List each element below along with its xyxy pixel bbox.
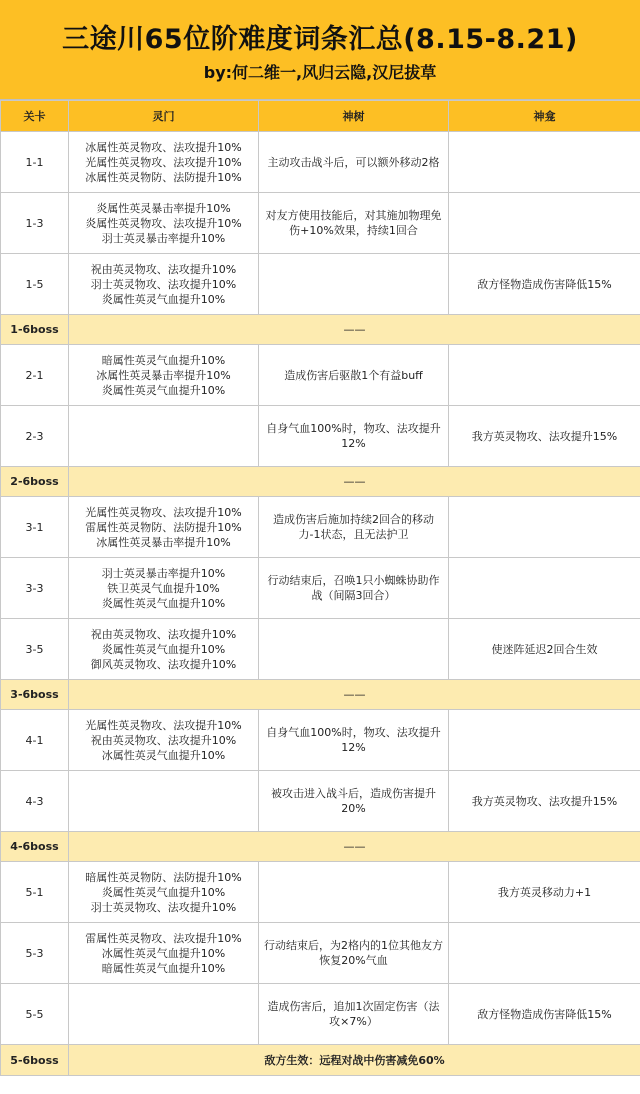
shenkan-cell: 敌方怪物造成伤害降低15%: [449, 984, 640, 1045]
shenshu-cell: 被攻击进入战斗后，造成伤害提升20%: [259, 771, 449, 832]
table-row: [1, 193, 640, 254]
shenkan-cell: [449, 497, 640, 558]
boss-placeholder: ——: [69, 315, 640, 345]
boss-row: [1, 832, 640, 862]
lingmen-cell: 羽士英灵暴击率提升10% 铁卫英灵气血提升10% 炎属性英灵气血提升10%: [69, 558, 259, 619]
table-row: [1, 132, 640, 193]
shenshu-cell: [259, 619, 449, 680]
shenshu-cell: [259, 862, 449, 923]
shenkan-cell: 我方英灵物攻、法攻提升15%: [449, 771, 640, 832]
stage-cell: 3-5: [1, 619, 69, 680]
shenshu-cell: 行动结束后，为2格内的1位其他友方恢复20%气血: [259, 923, 449, 984]
stage-cell: 2-6boss: [1, 467, 69, 497]
lingmen-cell: 雷属性英灵物攻、法攻提升10% 冰属性英灵气血提升10% 暗属性英灵气血提升10%: [69, 923, 259, 984]
shenshu-cell: 自身气血100%时，物攻、法攻提升12%: [259, 406, 449, 467]
credits: by:何二维一,风归云隐,汉尼拔草: [203, 63, 437, 82]
shenkan-cell: [449, 923, 640, 984]
stage-cell: 1-5: [1, 254, 69, 315]
boss-placeholder: ——: [69, 680, 640, 710]
table-row: [1, 619, 640, 680]
table-body: [1, 132, 640, 1076]
shenkan-cell: 敌方怪物造成伤害降低15%: [449, 254, 640, 315]
shenkan-cell: [449, 558, 640, 619]
shenshu-cell: 造成伤害后，追加1次固定伤害（法攻×7%）: [259, 984, 449, 1045]
final-boss-row: [1, 1045, 640, 1076]
shenshu-cell: 对友方使用技能后，对其施加物理免伤+10%效果，持续1回合: [259, 193, 449, 254]
shenkan-cell: 我方英灵物攻、法攻提升15%: [449, 406, 640, 467]
lingmen-cell: [69, 771, 259, 832]
stage-cell: 4-1: [1, 710, 69, 771]
shenshu-cell: 行动结束后，召唤1只小蜘蛛协助作战（间隔3回合）: [259, 558, 449, 619]
shenshu-cell: [259, 254, 449, 315]
shenkan-cell: [449, 193, 640, 254]
boss-row: [1, 680, 640, 710]
final-boss-effect: 敌方生效：远程对战中伤害减免60%: [69, 1045, 640, 1076]
table-row: [1, 923, 640, 984]
lingmen-cell: 炎属性英灵暴击率提升10% 炎属性英灵物攻、法攻提升10% 羽士英灵暴击率提升10%: [69, 193, 259, 254]
table-row: [1, 497, 640, 558]
page-title: 三途川65位阶难度词条汇总(8.15-8.21): [62, 24, 578, 55]
stage-cell: 1-6boss: [1, 315, 69, 345]
lingmen-cell: 暗属性英灵气血提升10% 冰属性英灵暴击率提升10% 炎属性英灵气血提升10%: [69, 345, 259, 406]
shenkan-cell: [449, 710, 640, 771]
stage-cell: 3-3: [1, 558, 69, 619]
table-row: [1, 345, 640, 406]
table-header-row: [1, 101, 640, 132]
table-row: [1, 984, 640, 1045]
lingmen-cell: [69, 406, 259, 467]
table-row: [1, 710, 640, 771]
stage-cell: 3-1: [1, 497, 69, 558]
boss-placeholder: ——: [69, 467, 640, 497]
shenkan-cell: [449, 132, 640, 193]
lingmen-cell: 暗属性英灵物防、法防提升10% 炎属性英灵气血提升10% 羽士英灵物攻、法攻提升10%: [69, 862, 259, 923]
shenshu-cell: 造成伤害后施加持续2回合的移动力-1状态，且无法护卫: [259, 497, 449, 558]
column-header-lingmen: 灵门: [69, 101, 259, 132]
stage-cell: 5-6boss: [1, 1045, 69, 1076]
stage-cell: 3-6boss: [1, 680, 69, 710]
stage-cell: 5-1: [1, 862, 69, 923]
stage-cell: 5-5: [1, 984, 69, 1045]
stage-cell: 4-6boss: [1, 832, 69, 862]
title-banner: [0, 0, 640, 100]
shenshu-cell: 造成伤害后驱散1个有益buff: [259, 345, 449, 406]
stage-table: [0, 100, 640, 1076]
table-row: [1, 862, 640, 923]
table-row: [1, 254, 640, 315]
shenshu-cell: 自身气血100%时，物攻、法攻提升12%: [259, 710, 449, 771]
column-header-shenkan: 神龛: [449, 101, 640, 132]
lingmen-cell: 冰属性英灵物攻、法攻提升10% 光属性英灵物攻、法攻提升10% 冰属性英灵物防、法防提升10%: [69, 132, 259, 193]
boss-placeholder: ——: [69, 832, 640, 862]
lingmen-cell: 光属性英灵物攻、法攻提升10% 祝由英灵物攻、法攻提升10% 冰属性英灵气血提升10%: [69, 710, 259, 771]
stage-cell: 4-3: [1, 771, 69, 832]
lingmen-cell: [69, 984, 259, 1045]
stage-cell: 1-1: [1, 132, 69, 193]
lingmen-cell: 光属性英灵物攻、法攻提升10% 雷属性英灵物防、法防提升10% 冰属性英灵暴击率提升10%: [69, 497, 259, 558]
table-row: [1, 558, 640, 619]
boss-row: [1, 315, 640, 345]
shenkan-cell: 使迷阵延迟2回合生效: [449, 619, 640, 680]
lingmen-cell: 祝由英灵物攻、法攻提升10% 炎属性英灵气血提升10% 御风英灵物攻、法攻提升10%: [69, 619, 259, 680]
stage-cell: 2-3: [1, 406, 69, 467]
stage-cell: 1-3: [1, 193, 69, 254]
column-header-shenshu: 神树: [259, 101, 449, 132]
shenkan-cell: [449, 345, 640, 406]
shenkan-cell: 我方英灵移动力+1: [449, 862, 640, 923]
stage-cell: 2-1: [1, 345, 69, 406]
table-row: [1, 771, 640, 832]
shenshu-cell: 主动攻击战斗后，可以额外移动2格: [259, 132, 449, 193]
boss-row: [1, 467, 640, 497]
lingmen-cell: 祝由英灵物攻、法攻提升10% 羽士英灵物攻、法攻提升10% 炎属性英灵气血提升10%: [69, 254, 259, 315]
column-header-stage: 关卡: [1, 101, 69, 132]
stage-cell: 5-3: [1, 923, 69, 984]
table-row: [1, 406, 640, 467]
